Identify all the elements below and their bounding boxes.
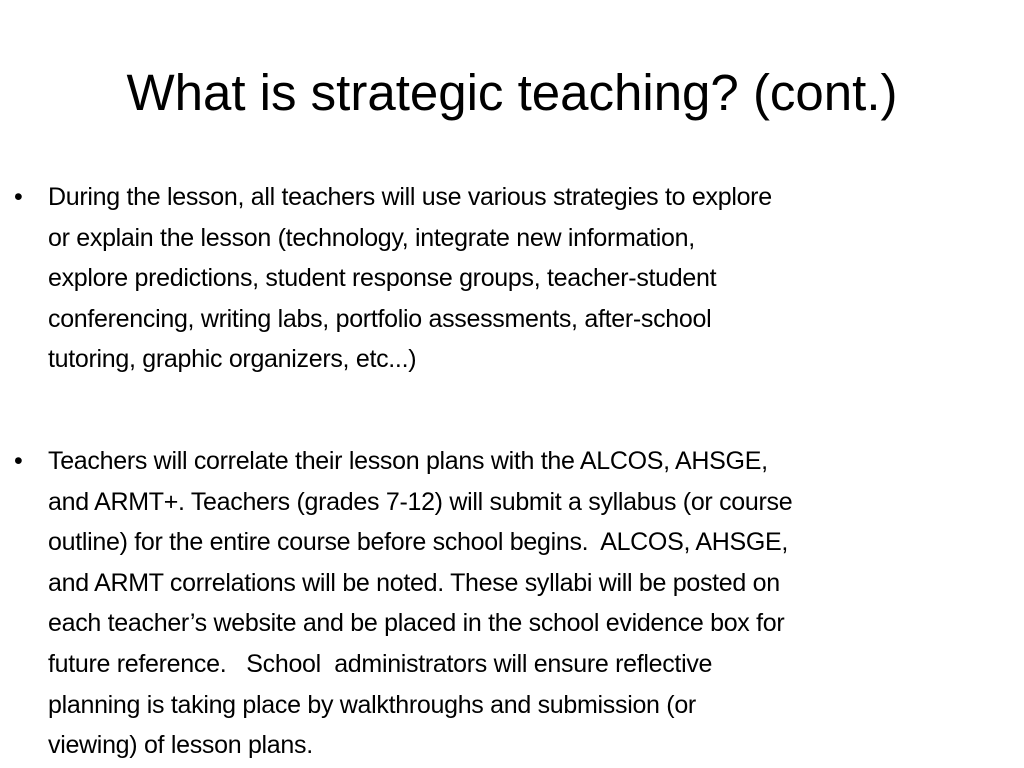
text-line: each teacher’s website and be placed in the school evidence box for — [48, 609, 785, 638]
text-line: explore predictions, student response groups, teacher-student — [48, 264, 717, 293]
text-line: future reference. School administrators will ensure reflective — [48, 649, 713, 678]
bullet-list — [10, 177, 1014, 766]
bullet-item-lesson-plans — [10, 441, 1014, 766]
bullet-text — [48, 177, 1014, 380]
bullet-icon: • — [14, 446, 23, 475]
text-line: During the lesson, all teachers will use various strategies to explore — [48, 183, 772, 211]
text-line: Teachers will correlate their lesson plans with the ALCOS, AHSGE, — [48, 446, 768, 475]
text-line: planning is taking place by walkthroughs and submission (or — [48, 690, 696, 719]
bullet-item-lesson-strategies — [10, 177, 1014, 380]
text-line: and ARMT correlations will be noted. These syllabi will be posted on — [48, 568, 780, 597]
bullet-text — [48, 441, 1014, 766]
slide-title: What is strategic teaching? (cont.) — [126, 64, 898, 121]
text-line: outline) for the entire course before school begins. ALCOS, AHSGE, — [48, 528, 789, 557]
text-line: tutoring, graphic organizers, etc...) — [48, 345, 417, 374]
text-line: viewing) of lesson plans. — [48, 731, 313, 760]
text-line: and ARMT+. Teachers (grades 7-12) will submit a syllabus (or course — [48, 487, 793, 516]
text-line: or explain the lesson (technology, integrate new information, — [48, 223, 695, 252]
text-line: conferencing, writing labs, portfolio assessments, after-school — [48, 304, 712, 333]
bullet-icon: • — [14, 183, 23, 211]
